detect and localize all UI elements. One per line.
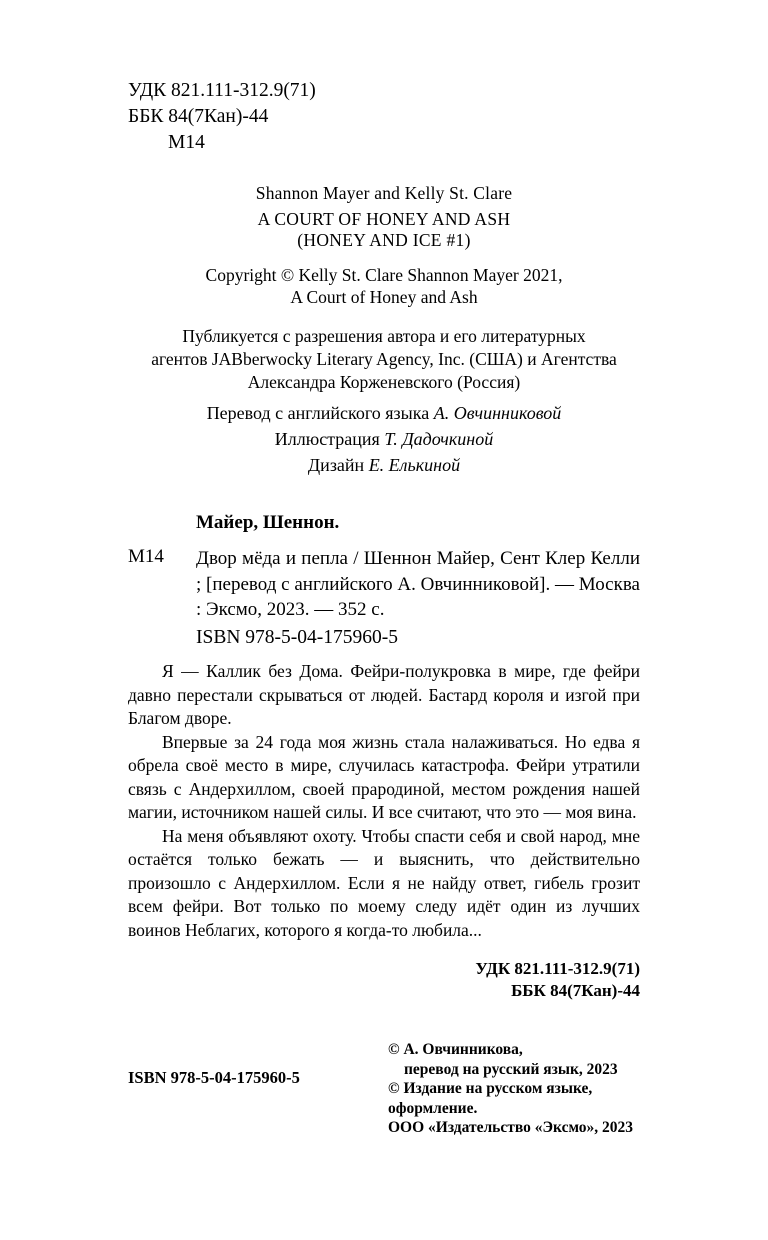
bottom-bbk-code: ББК 84(7Кан)-44	[511, 981, 640, 1000]
design-label: Дизайн	[307, 455, 369, 475]
english-credits-block	[128, 183, 640, 308]
copyright-line-3: © Издание на русском языке, оформление.	[388, 1080, 593, 1117]
copyright-line-2: перевод на русский язык, 2023	[404, 1060, 618, 1078]
english-authors: Shannon Mayer and Kelly St. Clare	[255, 183, 513, 203]
catalogue-shelf-code: М14	[128, 546, 164, 567]
design-name: Е. Елькиной	[368, 455, 461, 475]
top-classification-codes	[128, 78, 316, 156]
annotation-paragraph: Впервые за 24 года моя жизнь стала налаживаться. Но едва я обрела своё место в мире, случилась катастрофа. Фейри утратили связь с Андерхиллом, своей прародиной, местом рождения нашей магии, источником нашей силы. И все считают, что это — моя вина.	[128, 731, 640, 822]
copyright-line-4: ООО «Издательство «Эксмо», 2023	[388, 1119, 634, 1136]
copyright-notices	[388, 1040, 648, 1138]
illustration-label: Иллюстрация	[274, 429, 385, 449]
book-annotation	[128, 660, 640, 942]
translation-label: Перевод с английского языка	[206, 403, 434, 423]
english-copyright	[128, 264, 640, 308]
isbn-primary: ISBN 978-5-04-175960-5	[196, 627, 399, 648]
udk-code: УДК 821.111-312.9(71)	[128, 80, 316, 101]
isbn-bottom: ISBN 978-5-04-175960-5	[128, 1068, 300, 1087]
translation-credit	[128, 400, 640, 426]
catalogue-author: Майер, Шеннон.	[196, 512, 340, 533]
english-title: A COURT OF HONEY AND ASH	[257, 209, 511, 229]
annotation-paragraph: На меня объявляют охоту. Чтобы спасти себя и свой народ, мне остаётся только бежать — и выяснить, что действительно произошло с Андерхиллом. Если я не найду ответ, гибель грозит всем фейри. Вот только по моему следу идёт один из лучших воинов Неблагих, которого я когда-то любила...	[128, 825, 640, 940]
translation-name: А. Овчинниковой	[433, 403, 562, 423]
english-copyright-line2: A Court of Honey and Ash	[290, 287, 478, 307]
production-credits	[128, 400, 640, 478]
shelf-code: М14	[168, 132, 205, 153]
bottom-udk-code: УДК 821.111-312.9(71)	[475, 959, 640, 978]
english-series: (HONEY AND ICE #1)	[297, 230, 471, 250]
rights-line-3: Александра Корженевского (Россия)	[247, 372, 521, 392]
copyright-line-1: © А. Овчинникова,	[388, 1041, 523, 1058]
illustration-credit	[128, 426, 640, 452]
bbk-code: ББК 84(7Кан)-44	[128, 106, 269, 127]
rights-line-2: агентов JABberwocky Literary Agency, Inc. (США) и Агентства	[151, 349, 617, 369]
catalogue-description: Двор мёда и пепла / Шеннон Майер, Сент Клер Келли ; [перевод с английского А. Овчинниковой]. — Москва : Эксмо, 2023. — 352 с.	[196, 548, 640, 620]
english-copyright-line1: Copyright © Kelly St. Clare Shannon Mayer 2021,	[205, 265, 563, 285]
annotation-paragraph: Я — Каллик без Дома. Фейри-полукровка в мире, где фейри давно перестали скрываться от людей. Бастард короля и изгой при Благом дворе.	[128, 661, 640, 728]
rights-statement	[118, 325, 650, 394]
rights-line-1: Публикуется с разрешения автора и его литературных	[182, 326, 586, 346]
illustration-name: Т. Дадочкиной	[384, 429, 494, 449]
design-credit	[128, 452, 640, 478]
bottom-classification-codes	[380, 958, 640, 1002]
